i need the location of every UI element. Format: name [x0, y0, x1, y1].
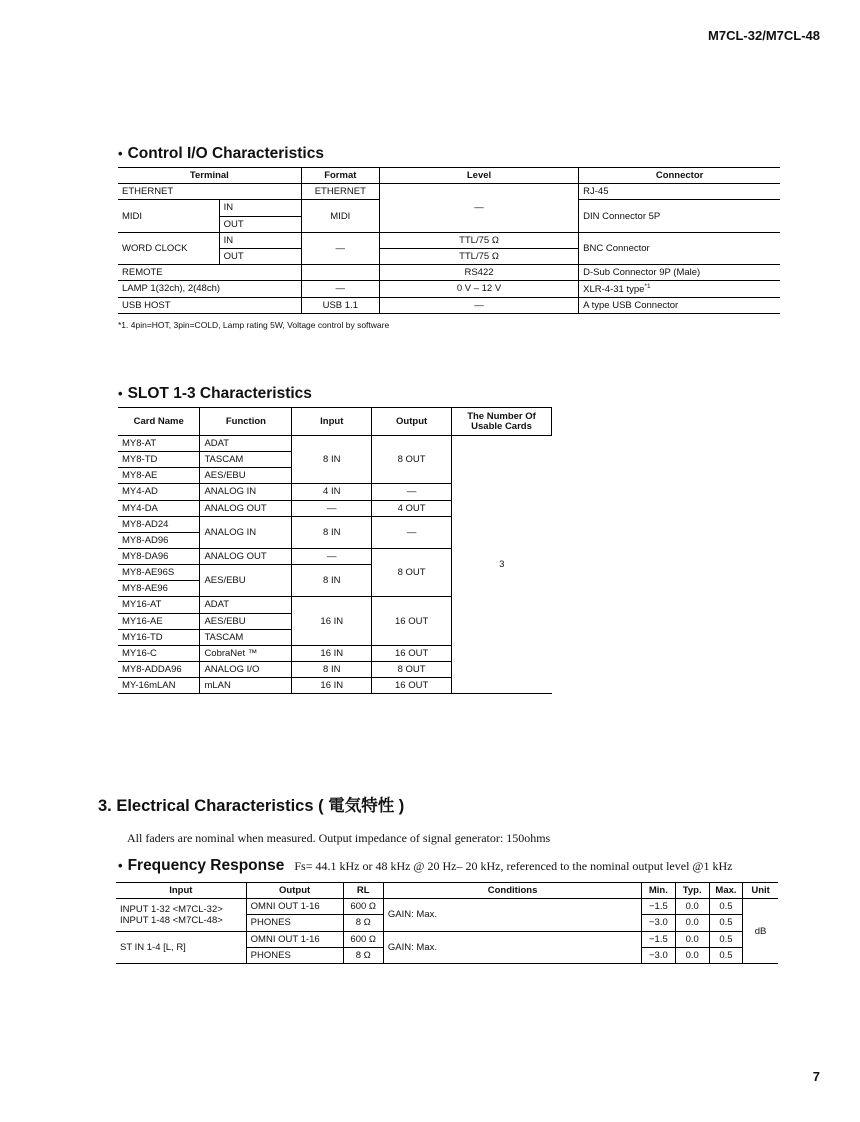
cell: ANALOG OUT	[200, 500, 292, 516]
cell: MY8-DA96	[118, 548, 200, 564]
control-io-table	[118, 167, 780, 314]
cell: AES/EBU	[200, 613, 292, 629]
cell: —	[292, 500, 372, 516]
bullet-icon: •	[118, 858, 123, 873]
cell: 16 OUT	[372, 645, 452, 661]
cell: MY8-TD	[118, 452, 200, 468]
cell: ETHERNET	[118, 184, 301, 200]
cell: 4 OUT	[372, 500, 452, 516]
cell: 0.0	[675, 931, 709, 947]
table-row	[118, 184, 780, 200]
table-row	[118, 265, 780, 281]
cell: —	[292, 548, 372, 564]
cell: USB 1.1	[301, 297, 379, 313]
cell	[579, 281, 780, 297]
footnote: *1. 4pin=HOT, 3pin=COLD, Lamp rating 5W, Voltage control by software	[118, 320, 390, 330]
header-model: M7CL-32/M7CL-48	[708, 28, 820, 43]
table-header-row	[118, 408, 552, 436]
cell: 8 IN	[292, 565, 372, 597]
col-unit: Unit	[743, 883, 778, 899]
cell: IN	[219, 200, 301, 216]
cell: 16 OUT	[372, 678, 452, 694]
table-row	[118, 281, 780, 297]
col-input: Input	[116, 883, 246, 899]
cell-line: INPUT 1-48 <M7CL-48>	[120, 914, 223, 926]
cell: A type USB Connector	[579, 297, 780, 313]
cell: 16 IN	[292, 597, 372, 645]
cell: MY-16mLAN	[118, 678, 200, 694]
cell: ADAT	[200, 597, 292, 613]
electrical-heading: 3. Electrical Characteristics ( 電気特性 )	[98, 797, 405, 815]
col-level: Level	[379, 168, 578, 184]
cell: TTL/75 Ω	[379, 232, 578, 248]
cell: TASCAM	[200, 452, 292, 468]
col-typ: Typ.	[675, 883, 709, 899]
cell: −1.5	[642, 899, 675, 915]
cell: 16 OUT	[372, 597, 452, 645]
cell: LAMP 1(32ch), 2(48ch)	[118, 281, 301, 297]
cell: REMOTE	[118, 265, 301, 281]
cell: −3.0	[642, 947, 675, 963]
cell: MY8-AE	[118, 468, 200, 484]
cell: AES/EBU	[200, 468, 292, 484]
cell: 0.0	[675, 915, 709, 931]
cell: 4 IN	[292, 484, 372, 500]
cell: 8 IN	[292, 436, 372, 484]
cell: MY8-AT	[118, 436, 200, 452]
cell: ANALOG I/O	[200, 661, 292, 677]
footnote-ref: *1	[644, 282, 651, 290]
cell: AES/EBU	[200, 565, 292, 597]
cell: 8 OUT	[372, 436, 452, 484]
col-format: Format	[301, 168, 379, 184]
cell: 600 Ω	[343, 931, 383, 947]
cell: —	[372, 516, 452, 548]
table-header-row	[116, 883, 778, 899]
header-line: Usable Cards	[471, 420, 532, 432]
col-output: Output	[372, 408, 452, 436]
cell: MIDI	[118, 200, 219, 232]
cell: RS422	[379, 265, 578, 281]
cell: 0.0	[675, 899, 709, 915]
cell: PHONES	[246, 947, 343, 963]
cell: 8 IN	[292, 516, 372, 548]
col-function: Function	[200, 408, 292, 436]
cell: 0 V – 12 V	[379, 281, 578, 297]
cell: OUT	[219, 248, 301, 264]
cell: dB	[743, 899, 778, 964]
cell: MIDI	[301, 200, 379, 232]
cell: MY8-AD96	[118, 532, 200, 548]
table-row	[118, 232, 780, 248]
col-max: Max.	[709, 883, 742, 899]
cell: ST IN 1-4 [L, R]	[116, 931, 246, 963]
cell: MY16-C	[118, 645, 200, 661]
cell: PHONES	[246, 915, 343, 931]
cell	[116, 899, 246, 931]
cell: 0.5	[709, 899, 742, 915]
table-row	[116, 899, 778, 915]
cell	[301, 265, 379, 281]
cell: MY16-TD	[118, 629, 200, 645]
cell: TTL/75 Ω	[379, 248, 578, 264]
cell: 0.5	[709, 915, 742, 931]
cell: —	[301, 281, 379, 297]
cell: ADAT	[200, 436, 292, 452]
cell: ETHERNET	[301, 184, 379, 200]
cell: 600 Ω	[343, 899, 383, 915]
cell: RJ-45	[579, 184, 780, 200]
col-input: Input	[292, 408, 372, 436]
cell: MY4-DA	[118, 500, 200, 516]
cell-line: INPUT 1-32 <M7CL-32>	[120, 903, 223, 915]
cell: −3.0	[642, 915, 675, 931]
cell-text: XLR-4-31 type	[583, 283, 645, 295]
cell: MY8-AE96	[118, 581, 200, 597]
col-conditions: Conditions	[383, 883, 641, 899]
cell: 0.5	[709, 931, 742, 947]
cell: ANALOG OUT	[200, 548, 292, 564]
page-number: 7	[812, 1069, 820, 1084]
freq-title	[118, 857, 732, 875]
cell: MY4-AD	[118, 484, 200, 500]
cell: —	[379, 184, 578, 233]
cell: —	[379, 297, 578, 313]
cell: BNC Connector	[579, 232, 780, 264]
electrical-note: All faders are nominal when measured. Output impedance of signal generator: 150ohms	[127, 831, 551, 845]
col-card-name: Card Name	[118, 408, 200, 436]
cell: OMNI OUT 1-16	[246, 899, 343, 915]
slot-title	[118, 385, 312, 403]
table-header-row	[118, 168, 780, 184]
cell: ANALOG IN	[200, 516, 292, 548]
cell: MY8-AD24	[118, 516, 200, 532]
freq-condition: Fs= 44.1 kHz or 48 kHz @ 20 Hz– 20 kHz, referenced to the nominal output level @1 kHz	[294, 859, 733, 873]
slot-title-text: SLOT 1-3 Characteristics	[127, 385, 312, 402]
cell: D-Sub Connector 9P (Male)	[579, 265, 780, 281]
cell: TASCAM	[200, 629, 292, 645]
cell: 8 Ω	[343, 915, 383, 931]
cell: MY8-ADDA96	[118, 661, 200, 677]
cell: 8 IN	[292, 661, 372, 677]
freq-table	[116, 882, 778, 964]
cell: 3	[452, 436, 552, 694]
bullet-icon: •	[118, 146, 123, 161]
cell: OMNI OUT 1-16	[246, 931, 343, 947]
control-io-title-text: Control I/O Characteristics	[127, 145, 324, 162]
cell: DIN Connector 5P	[579, 200, 780, 232]
col-min: Min.	[642, 883, 675, 899]
control-io-title	[118, 145, 324, 163]
cell: 16 IN	[292, 645, 372, 661]
cell: 0.0	[675, 947, 709, 963]
cell: 8 OUT	[372, 661, 452, 677]
freq-title-text: Frequency Response	[127, 857, 285, 874]
cell: WORD CLOCK	[118, 232, 219, 264]
cell: ANALOG IN	[200, 484, 292, 500]
cell: 8 OUT	[372, 548, 452, 596]
cell: 16 IN	[292, 678, 372, 694]
cell: —	[301, 232, 379, 264]
cell: 0.5	[709, 947, 742, 963]
col-output: Output	[246, 883, 343, 899]
table-row	[116, 931, 778, 947]
col-usable-cards	[452, 408, 552, 436]
cell: −1.5	[642, 931, 675, 947]
cell: OUT	[219, 216, 301, 232]
cell: mLAN	[200, 678, 292, 694]
col-connector: Connector	[579, 168, 780, 184]
table-row	[118, 436, 552, 452]
header-line: The Number Of	[467, 410, 536, 422]
cell: —	[372, 484, 452, 500]
cell: CobraNet ™	[200, 645, 292, 661]
cell: 8 Ω	[343, 947, 383, 963]
slot-table	[118, 407, 552, 694]
cell: USB HOST	[118, 297, 301, 313]
col-rl: RL	[343, 883, 383, 899]
table-row	[118, 297, 780, 313]
bullet-icon: •	[118, 386, 123, 401]
cell: GAIN: Max.	[383, 931, 641, 963]
cell: MY16-AT	[118, 597, 200, 613]
cell: MY8-AE96S	[118, 565, 200, 581]
cell: GAIN: Max.	[383, 899, 641, 931]
cell: IN	[219, 232, 301, 248]
col-terminal: Terminal	[118, 168, 301, 184]
cell: MY16-AE	[118, 613, 200, 629]
